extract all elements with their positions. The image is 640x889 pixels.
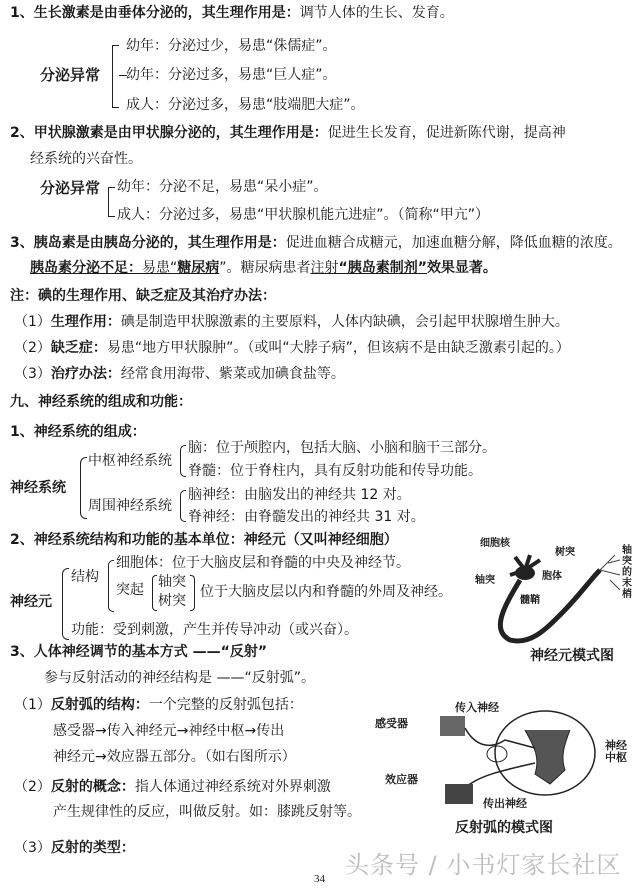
- lack-text: 效果显著。: [426, 260, 497, 276]
- sec1-title: 1、生长激素是由垂体分泌的，其生理作用是：: [10, 5, 300, 21]
- lack-text: 易患“: [142, 260, 178, 276]
- cns-item: 脑：位于颅腔内，包括大脑、小脑和脑干三部分。: [188, 440, 496, 456]
- arc-caption: 反射弧的模式图: [455, 820, 553, 836]
- sec1-item: 成人：分泌过多，易患“肢端肥大症”。: [126, 97, 365, 113]
- note-num: （3）: [14, 366, 51, 382]
- sec2-item: 幼年：分泌不足，易患“呆小症”。: [117, 179, 328, 195]
- arc-label-afferent: 传入神经: [455, 701, 499, 714]
- neuron-caption: 神经元模式图: [530, 648, 614, 664]
- page-number: 34: [314, 873, 325, 885]
- reflex-arc-diagram: [375, 701, 635, 843]
- reflex-concept: [14, 778, 331, 796]
- neuron-label: 髓鞘: [520, 595, 540, 606]
- sec3-title: 3、胰岛素是由胰岛分泌的，其生理作用是：: [10, 235, 286, 251]
- arc-label: 反射弧的结构：: [50, 697, 149, 713]
- neuron-drawing-icon: [470, 535, 635, 645]
- sec3-text: 促进血糖合成糖元，加速血糖分解，降低血糖的浓度。: [285, 235, 622, 251]
- concept-num: （2）: [14, 779, 51, 795]
- types-num: （3）: [14, 840, 51, 856]
- concept-line: 产生规律性的反应，叫做反射。如：膝跳反射等。: [53, 804, 361, 820]
- structure-label: 结构: [71, 569, 99, 585]
- sec1-group-label: 分泌异常: [40, 66, 101, 84]
- sec2-heading: [10, 124, 566, 142]
- reflex-arc-drawing-icon: [375, 708, 635, 808]
- concept-text: 指人体通过神经系统对外界刺激: [134, 779, 331, 795]
- neuron-label: 树突: [555, 547, 575, 558]
- sec3-lack: [30, 259, 497, 277]
- sec2-group-label: 分泌异常: [40, 179, 101, 197]
- process-brace: [152, 575, 157, 611]
- note-item: [14, 313, 569, 331]
- cell-body: 细胞体：位于大脑皮层和脊髓的中央及神经节。: [116, 555, 410, 571]
- arc-label-receptor: 感受器: [375, 717, 408, 730]
- process-close-brace: [190, 575, 195, 611]
- sec2-text: 促进生长发育，促进新陈代谢，提高神: [327, 125, 566, 141]
- cns-label: 中枢神经系统: [88, 453, 172, 469]
- types-label: 反射的类型：: [50, 840, 135, 856]
- note-label: 治疗办法：: [50, 366, 121, 382]
- arc-line: 感受器→传入神经元→神经中枢→传出: [53, 723, 285, 739]
- lack-drug: “胰岛素制剂”: [338, 260, 427, 276]
- lack-text: ”。糖尿病患者: [219, 260, 311, 276]
- note-text: 易患“地方甲状腺肿”。（或叫“大脖子病”，但该病不是由缺乏激素引起的。）: [106, 340, 570, 356]
- s3-title: 3、人体神经调节的基本方式 ——“反射”: [10, 644, 268, 660]
- note-item: [14, 339, 570, 357]
- sec1-heading: [10, 4, 454, 22]
- structure-brace: [108, 560, 114, 612]
- neuron-label: 轴突的末梢: [622, 545, 632, 600]
- arc-label-efferent: 传出神经: [483, 797, 527, 810]
- neuron-label: 胞体: [542, 571, 562, 582]
- arc-text: 一个完整的反射弧包括：: [148, 697, 303, 713]
- note-text: 碘是制造甲状腺激素的主要原料，人体内缺碘，会引起甲状腺增生肿大。: [120, 314, 569, 330]
- pns-item: 脑神经：由脑发出的神经共 12 对。: [188, 487, 411, 503]
- note-title: 注：碘的生理作用、缺乏症及其治疗办法：: [10, 288, 276, 304]
- watermark: 头条号 / 小书灯家长社区: [345, 851, 622, 879]
- neuron-label: 轴突: [475, 575, 495, 586]
- process-location: 位于大脑皮层以内和脊髓的外周及神经。: [200, 584, 452, 600]
- neuron-label: 细胞核: [480, 538, 510, 549]
- note-num: （1）: [14, 314, 51, 330]
- pns-brace: [180, 490, 186, 522]
- note-label: 缺乏症：: [50, 340, 107, 356]
- cns-item: 脊髓：位于脊柱内，具有反射功能和传导功能。: [188, 463, 482, 479]
- note-num: （2）: [14, 340, 51, 356]
- sec2-title: 2、甲状腺激素是由甲状腺分泌的，其生理作用是：: [10, 125, 328, 141]
- neuron-root: 神经元: [10, 594, 52, 610]
- neuron-diagram: [470, 535, 635, 665]
- sec2-item: 成人：分泌过多，易患“甲状腺机能亢进症”。（简称“甲亢”）: [117, 207, 490, 223]
- lack-text: 注射: [310, 260, 339, 276]
- arc-structure: [14, 696, 303, 714]
- note-text: 经常食用海带、紫菜或加碘食盐等。: [120, 366, 345, 382]
- arc-label-center: 神经中枢: [605, 739, 627, 764]
- neuron-brace: [62, 568, 69, 640]
- lack-label: 胰岛素分泌不足：: [30, 260, 142, 276]
- s2-title: 2、神经系统结构和功能的基本单位：神经元（又叫神经细胞）: [10, 532, 398, 548]
- note-label: 生理作用：: [50, 314, 121, 330]
- note-item: [14, 365, 345, 383]
- lack-disease: 糖尿病: [177, 260, 220, 276]
- dendrite-label: 树突: [158, 593, 186, 609]
- arc-line: 神经元→效应器五部分。（如右图所示）: [53, 749, 296, 765]
- s1-title: 1、神经系统的组成：: [10, 424, 146, 440]
- s3-text: 参与反射活动的神经结构是 ——“反射弧”。: [44, 670, 315, 686]
- sec1-bracket: [112, 45, 119, 108]
- axon-label: 轴突: [158, 574, 186, 590]
- arc-num: （1）: [14, 697, 51, 713]
- sec2-text-cont: 经系统的兴奋性。: [30, 151, 142, 167]
- sec1-item: 幼年：分泌过少，易患“侏儒症”。: [126, 38, 337, 54]
- ns-root: 神经系统: [10, 480, 66, 496]
- ns-brace: [80, 457, 87, 519]
- sec1-item: 幼年：分泌过多，易患“巨人症”。: [126, 67, 337, 83]
- concept-label: 反射的概念：: [50, 779, 135, 795]
- sec2-bracket: [108, 187, 115, 217]
- chapter-title: 九、神经系统的组成和功能：: [10, 394, 192, 410]
- sec1-text: 调节人体的生长、发育。: [299, 5, 454, 21]
- pns-item: 脊神经：由脊髓发出的神经共 31 对。: [188, 509, 425, 525]
- arc-label-effector: 效应器: [385, 773, 418, 786]
- sec3-heading: [10, 234, 622, 252]
- process-label: 突起: [116, 582, 144, 598]
- function-text: 功能：受到刺激，产生并传导冲动（或兴奋）。: [71, 622, 358, 638]
- pns-label: 周围神经系统: [88, 498, 172, 514]
- cns-brace: [180, 445, 186, 477]
- reflex-types: [14, 839, 135, 857]
